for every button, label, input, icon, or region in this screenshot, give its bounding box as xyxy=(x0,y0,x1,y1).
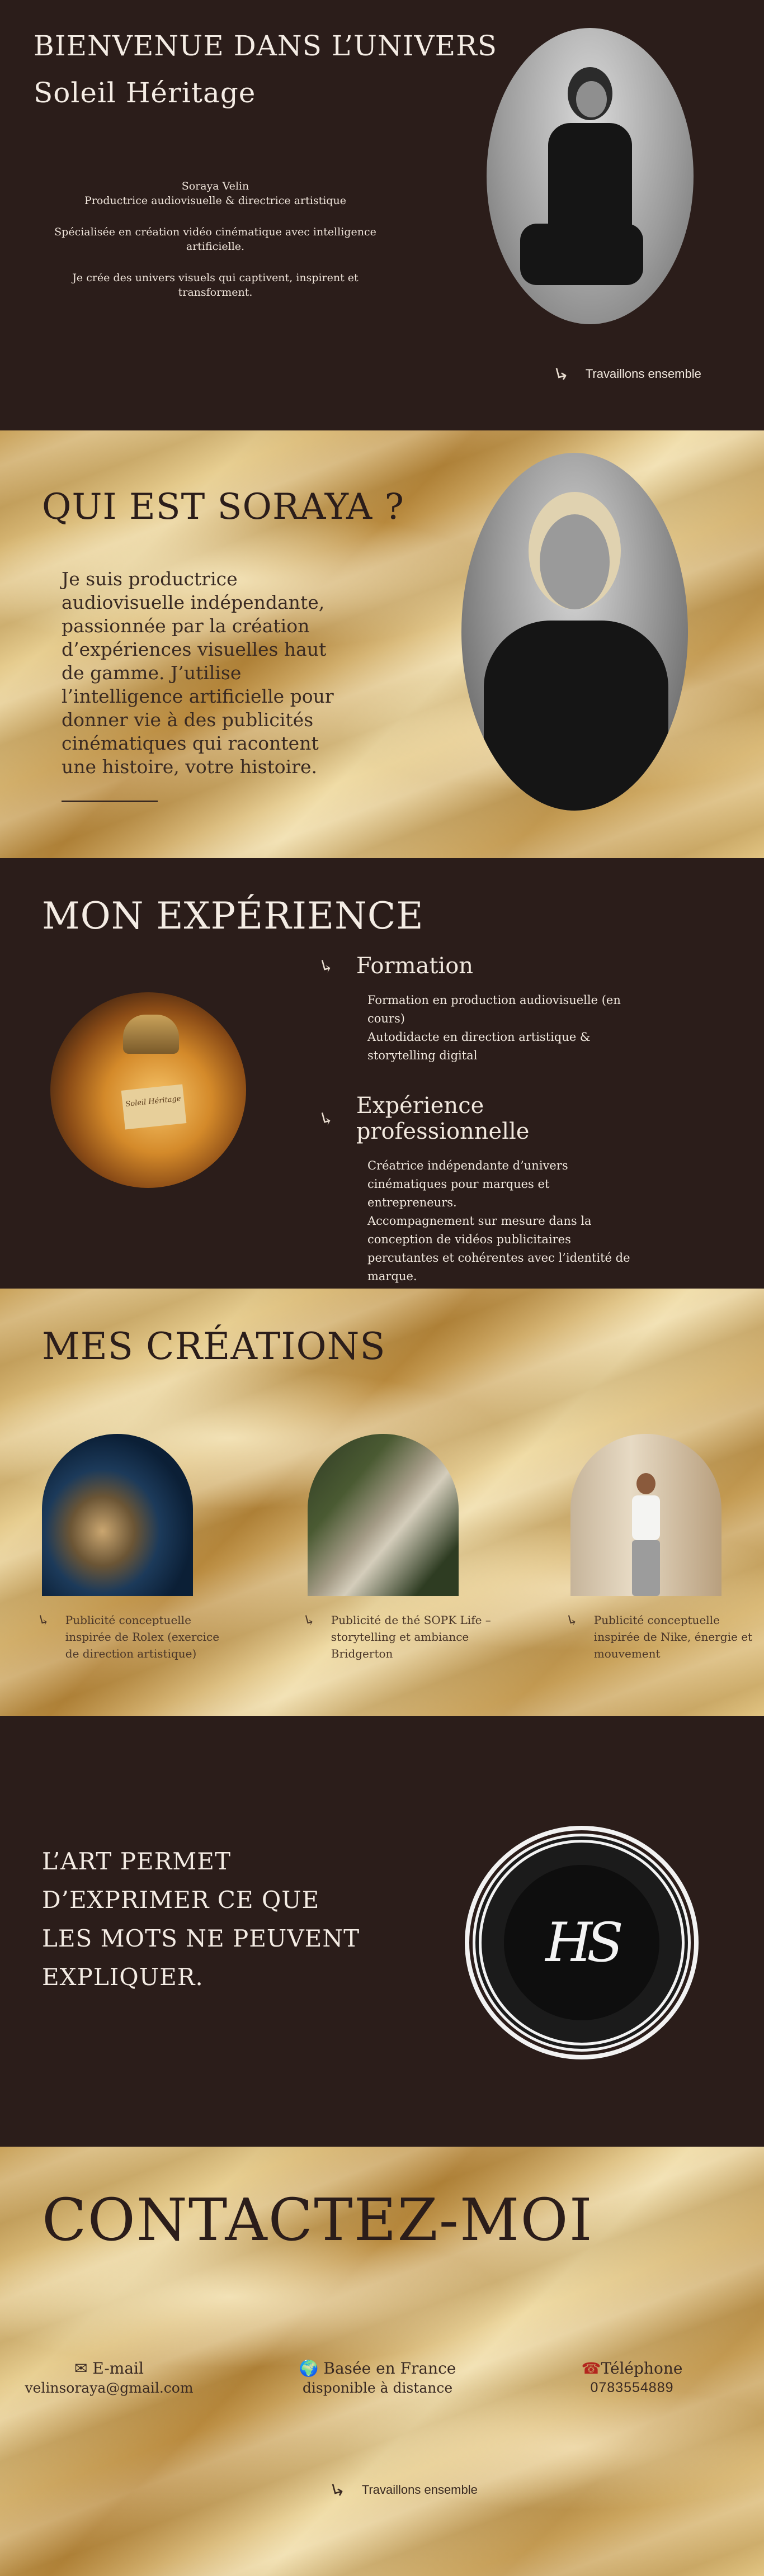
email-value[interactable]: velinsoraya@gmail.com xyxy=(25,2380,194,2396)
bottle-cap xyxy=(123,1015,179,1054)
hero-title xyxy=(34,22,497,116)
bottle-label: Soleil Héritage xyxy=(121,1084,187,1129)
experience-heading: Formation xyxy=(356,953,474,979)
hero-name: Soraya Velin xyxy=(181,180,249,192)
location-label: Basée en France xyxy=(323,2359,456,2378)
hero-role: Productrice audiovisuelle & directrice artistique xyxy=(84,195,346,207)
curved-arrow-icon: ↳ xyxy=(327,2478,348,2502)
curved-arrow-icon: ↳ xyxy=(316,1106,337,1131)
portrait-photo-standing xyxy=(487,28,694,324)
phone-icon: ☎ xyxy=(581,2359,601,2378)
envelope-icon: ✉ xyxy=(74,2359,88,2378)
creation-card-tea[interactable] xyxy=(301,1434,492,1662)
contact-title: CONTACTEZ-MOI xyxy=(42,2186,593,2254)
experience-item-formation xyxy=(316,953,632,1065)
perfume-bottle-image xyxy=(50,992,246,1188)
art-quote: L’ART PERMET D’EXPRIMER CE QUE LES MOTS NE PEUVENT EXPLIQUER. xyxy=(42,1848,360,1991)
location-value: disponible à distance xyxy=(302,2380,453,2396)
experience-line: Autodidacte en direction artistique & storytelling digital xyxy=(367,1030,591,1062)
curved-arrow-icon: ↳ xyxy=(316,954,337,978)
work-together-label: Travaillons ensemble xyxy=(361,2483,478,2497)
work-together-link[interactable] xyxy=(551,362,701,386)
about-bio: Je suis productrice audiovisuelle indépendante, passionnée par la création d’expériences visuelles haut de gamme. J’utilise l’intelligence artificielle pour donner vie à des publicités cinématiques qui racontent une histoire, votre histoire. xyxy=(62,568,334,778)
hero-title-line2: Soleil Héritage xyxy=(34,77,256,109)
creation-image-coastline xyxy=(42,1434,193,1596)
contact-location xyxy=(285,2359,470,2396)
about-section xyxy=(0,430,764,858)
experience-heading: Expérience professionnelle xyxy=(356,1093,530,1144)
curved-arrow-icon: ↳ xyxy=(35,1611,52,1631)
creation-card-rolex[interactable] xyxy=(35,1434,227,1662)
experience-line: Créatrice indépendante d’univers cinématiques pour marques et entrepreneurs. xyxy=(367,1159,568,1209)
globe-icon: 🌍 xyxy=(299,2359,319,2378)
brand-logo xyxy=(473,1834,691,2052)
hero-title-line1: BIENVENUE DANS L’UNIVERS xyxy=(34,30,497,62)
creation-caption: Publicité conceptuelle inspirée de Nike, énergie et mouvement xyxy=(593,1613,753,1660)
creation-image-runner xyxy=(570,1434,721,1596)
creation-caption: Publicité conceptuelle inspirée de Rolex (exercice de direction artistique) xyxy=(65,1613,220,1660)
contact-section xyxy=(0,2147,764,2576)
work-together-link-footer[interactable] xyxy=(327,2478,478,2502)
hero-section xyxy=(0,0,764,430)
experience-section xyxy=(0,858,764,1289)
phone-value[interactable]: 0783554889 xyxy=(590,2380,674,2395)
creations-section xyxy=(0,1289,764,1716)
work-together-label: Travaillons ensemble xyxy=(585,367,701,381)
curved-arrow-icon: ↳ xyxy=(301,1611,318,1631)
experience-title: MON EXPÉRIENCE xyxy=(42,894,424,937)
experience-item-professional xyxy=(316,1093,632,1286)
experience-line: Accompagnement sur mesure dans la conception de vidéos publicitaires percutantes et cohérentes avec l’identité de marque. xyxy=(367,1214,630,1283)
portrait-photo-closeup xyxy=(461,453,688,811)
hero-mission: Je crée des univers visuels qui captivent, inspirent et transforment. xyxy=(72,272,359,299)
divider xyxy=(62,801,158,802)
creation-image-garden xyxy=(308,1434,459,1596)
contact-phone[interactable] xyxy=(559,2359,705,2396)
curved-arrow-icon: ↳ xyxy=(564,1611,581,1631)
creations-title: MES CRÉATIONS xyxy=(42,1325,386,1368)
hero-specialty: Spécialisée en création vidéo cinématique avec intelligence artificielle. xyxy=(54,226,376,253)
hero-intro xyxy=(39,179,392,316)
creation-caption: Publicité de thé SOPK Life – storytelling et ambiance Bridgerton xyxy=(331,1613,491,1660)
contact-email[interactable] xyxy=(17,2359,201,2396)
about-title: QUI EST SORAYA ? xyxy=(42,486,404,528)
email-label: E-mail xyxy=(92,2359,144,2378)
creation-card-nike[interactable] xyxy=(564,1434,755,1662)
quote-section xyxy=(0,1716,764,2147)
logo-monogram: HS xyxy=(545,1911,618,1974)
curved-arrow-icon: ↳ xyxy=(551,362,572,386)
phone-label: Téléphone xyxy=(601,2359,683,2378)
experience-line: Formation en production audiovisuelle (en cours) xyxy=(367,993,621,1025)
